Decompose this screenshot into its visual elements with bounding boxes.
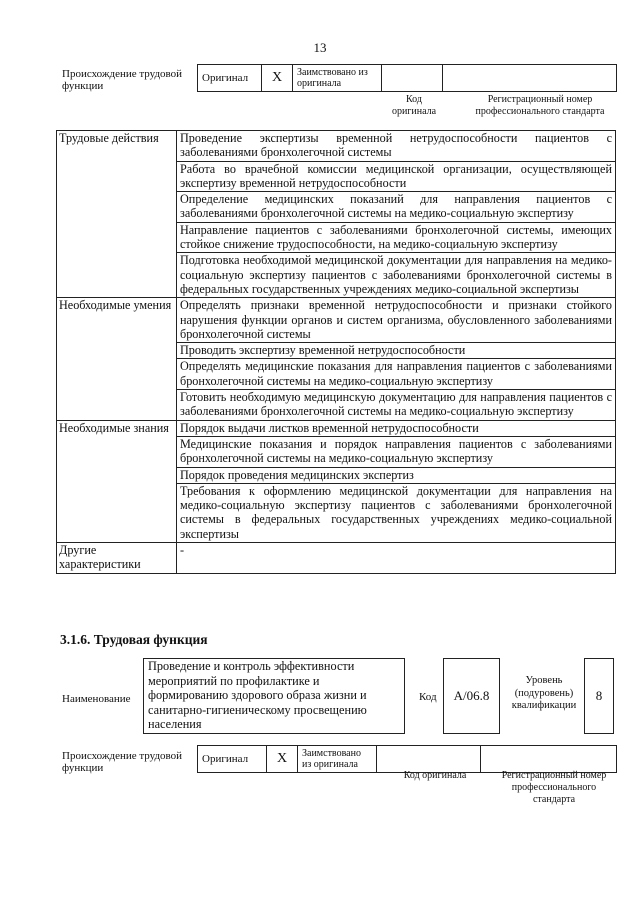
table-cell: Определение медицинских показаний для направления пациентов с заболеваниями бронхолегочной системы на медико-социальную экспертизу [177,192,616,223]
table-cell: Проведение экспертизы временной нетрудоспособности пациентов с заболеваниями бронхолегочной системы [177,131,616,162]
qualification-level: 8 [584,658,614,734]
reg-number-cell [443,65,617,92]
section-header: Другие характеристики [57,543,177,574]
labor-functions-table [56,130,616,574]
original-mark: X [267,746,298,773]
page-number: 13 [313,40,327,55]
original-code-cell [382,65,443,92]
origin-label-bottom: Происхождение трудовой функции [62,750,183,774]
code-label: Код [419,691,437,703]
table-cell: Готовить необходимую медицинскую документацию для направления пациентов с заболеваниями бронхолегочной системы на медико-социальную экспертизу [177,390,616,421]
section-header: Трудовые действия [57,131,177,298]
table-cell: Определять признаки временной нетрудоспособности и признаки стойкого нарушения функции органов и систем организма, обусловленного заболеваниями бронхолегочной системы [177,298,616,343]
origin-table-top [197,64,617,92]
table-cell: Медицинские показания и порядок направления пациентов с заболеваниями бронхолегочной системы на медико-социальную экспертизу [177,436,616,467]
table-cell: Порядок проведения медицинских экспертиз [177,467,616,483]
code-caption-top: Код оригинала [391,94,437,117]
table-cell: Подготовка необходимой медицинской документации для направления на медико-социальную экспертизу пациентов с заболеваниями бронхолегочной системы в федеральных государственных учреждениях медико-социальной экспертизы [177,253,616,298]
table-row [57,131,616,162]
borrowed-cell: Заимствовано из оригинала [298,746,377,773]
table-cell: Работа во врачебной комиссии медицинской организации, осуществляющей экспертизу временной нетрудоспособности [177,161,616,192]
table-row [57,420,616,436]
original-cell: Оригинал [198,65,262,92]
table-cell: Направление пациентов с заболеваниями бронхолегочной системы, имеющих стойкое снижение трудоспособности, на медико-социальную экспертизу [177,222,616,253]
table-cell: Проводить экспертизу временной нетрудоспособности [177,343,616,359]
origin-label-top: Происхождение трудовой функции [62,68,183,92]
section-header: Необходимые знания [57,420,177,542]
origin-table-bottom [197,745,617,773]
reg-caption-bottom: Регистрационный номер профессионального стандарта [501,770,607,805]
borrowed-cell: Заимствовано из оригинала [293,65,382,92]
table-cell: Порядок выдачи листков временной нетрудоспособности [177,420,616,436]
function-name: Проведение и контроль эффективности мероприятий по профилактике и формированию здорового образа жизни и санитарно-гигиеническому просвещению населения [143,658,405,734]
level-label: Уровень (подуровень) квалификации [511,675,577,711]
reg-caption-top: Регистрационный номер профессионального стандарта [475,94,605,117]
original-mark: X [262,65,293,92]
table-cell: Требования к оформлению медицинской документации для направления на медико-социальную экспертизу пациентов с заболеваниями бронхолегочной системы в федеральных государственных учреждениях медико-социальной экспертизы [177,483,616,542]
section-header: Необходимые умения [57,298,177,420]
original-cell: Оригинал [198,746,267,773]
original-code-cell [377,746,481,773]
function-code: А/06.8 [443,658,500,734]
table-cell: - [177,543,616,574]
table-cell: Определять медицинские показания для направления пациентов с заболеваниями бронхолегочной системы на медико-социальную экспертизу [177,359,616,390]
table-row [57,298,616,343]
table-row [57,543,616,574]
code-caption-bottom: Код оригинала [403,770,467,781]
name-label: Наименование [62,693,131,705]
reg-number-cell [481,746,617,773]
section-title: 3.1.6. Трудовая функция [60,632,208,647]
